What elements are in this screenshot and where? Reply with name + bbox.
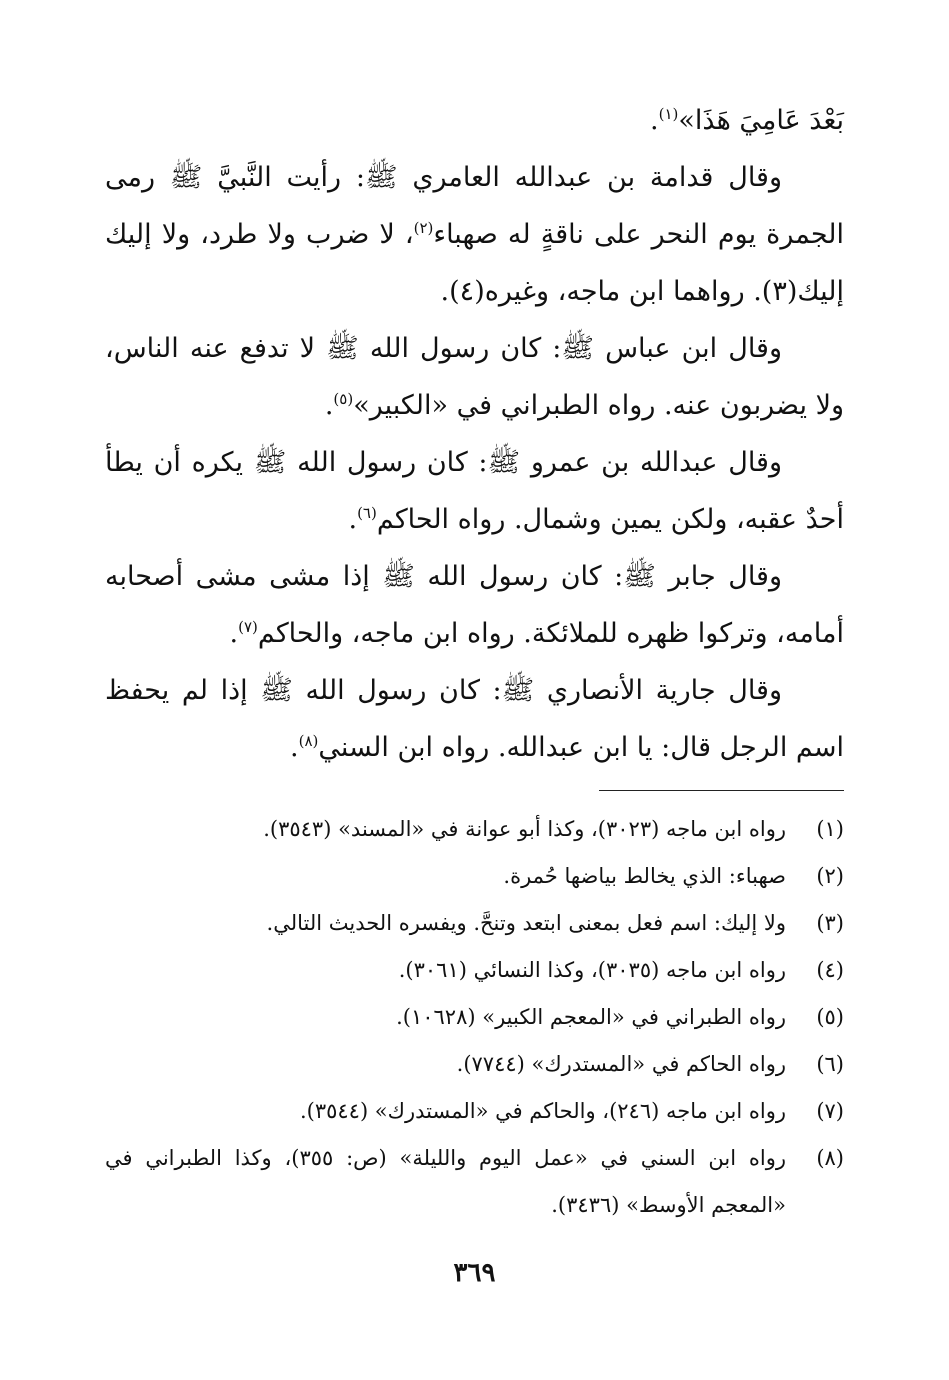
footnote-7	[105, 1088, 844, 1135]
paragraph-2	[105, 149, 844, 320]
paragraph-5	[105, 548, 844, 662]
footnote-number: (٥)	[816, 1005, 844, 1029]
paragraph-4	[105, 434, 844, 548]
footnote-ref: (١)	[658, 105, 679, 123]
footnote-text: رواه ابن ماجه (٣٠٣٥)، وكذا النسائي (٣٠٦١).	[398, 958, 786, 982]
footnote-separator	[599, 790, 844, 791]
footnote-5	[105, 994, 844, 1041]
footnote-text: رواه الحاكم في «المستدرك» (٧٧٤٤).	[456, 1052, 786, 1076]
main-text	[105, 92, 844, 776]
footnote-ref: (٦)	[357, 504, 377, 522]
paragraph-tail: .	[348, 504, 358, 535]
footnote-ref: (٨)	[298, 732, 319, 750]
paragraph-text: بَعْدَ عَامِيَ هَذَا»	[678, 105, 844, 136]
paragraph-tail: .	[229, 618, 239, 649]
footnote-text: صهباء: الذي يخالط بياضها حُمرة.	[503, 864, 786, 888]
footnote-number: (٢)	[816, 864, 844, 888]
paragraph-text: وقال جارية الأنصاري ﷺ: كان رسول الله ﷺ إذا لم يحفظ اسم الرجل قال: يا ابن عبدالله. رواه ابن السني	[105, 675, 844, 763]
footnote-ref: (٥)	[333, 390, 354, 408]
paragraph-6	[105, 662, 844, 776]
footnote-ref: (٢)	[413, 219, 434, 237]
footnote-number: (٤)	[816, 958, 844, 982]
paragraph-tail: .	[650, 105, 659, 136]
footnote-text: رواه ابن ماجه (٢٤٦)، والحاكم في «المستدرك» (٣٥٤٤).	[299, 1099, 786, 1123]
paragraph-text: وقال قدامة بن عبدالله العامري ﷺ: رأيت النَّبيَّ ﷺ رمى الجمرة يوم النحر على ناقةٍ له صهباء	[105, 162, 844, 250]
footnote-1	[105, 806, 844, 853]
paragraph-1	[105, 92, 844, 149]
footnote-2	[105, 853, 844, 900]
footnote-text: ولا إليك: اسم فعل بمعنى ابتعد وتنحَّ. ويفسره الحديث التالي.	[266, 911, 786, 935]
paragraph-tail: .	[324, 390, 334, 421]
paragraph-text: وقال عبدالله بن عمرو ﷺ: كان رسول الله ﷺ يكره أن يطأ أحدٌ عقبه، ولكن يمين وشمال. رواه الحاكم	[105, 447, 844, 535]
footnote-number: (٧)	[816, 1099, 844, 1123]
footnote-text: رواه ابن السني في «عمل اليوم والليلة» (ص: ٣٥٥)، وكذا الطبراني في «المعجم الأوسط» (٣٤٣٦).	[105, 1146, 786, 1217]
paragraph-3	[105, 320, 844, 434]
footnote-3	[105, 900, 844, 947]
footnote-number: (٦)	[816, 1052, 844, 1076]
paragraph-tail: ، لا ضرب ولا طرد، ولا إليك إليك(٣). رواهما ابن ماجه، وغيره(٤).	[105, 219, 844, 307]
footnotes-list	[105, 806, 844, 1229]
page-number: ٣٦٩	[453, 1258, 496, 1288]
footnote-ref: (٧)	[238, 618, 258, 636]
paragraph-text: وقال جابر ﷺ: كان رسول الله ﷺ إذا مشى مشى أصحابه أمامه، وتركوا ظهره للملائكة. رواه ابن ماجه، والحاكم	[105, 561, 844, 649]
footnote-text: رواه ابن ماجه (٣٠٢٣)، وكذا أبو عوانة في «المسند» (٣٥٤٣).	[263, 817, 786, 841]
footnote-text: رواه الطبراني في «المعجم الكبير» (١٠٦٢٨).	[396, 1005, 786, 1029]
footnote-number: (٣)	[816, 911, 844, 935]
paragraph-tail: .	[290, 732, 299, 763]
paragraph-text: وقال ابن عباس ﷺ: كان رسول الله ﷺ لا تدفع عنه الناس، ولا يضربون عنه. رواه الطبراني في «الكبير»	[105, 333, 844, 421]
footnote-8	[105, 1135, 844, 1229]
footnote-number: (٨)	[816, 1146, 844, 1170]
footnote-number: (١)	[816, 817, 844, 841]
footnote-4	[105, 947, 844, 994]
footnote-6	[105, 1041, 844, 1088]
